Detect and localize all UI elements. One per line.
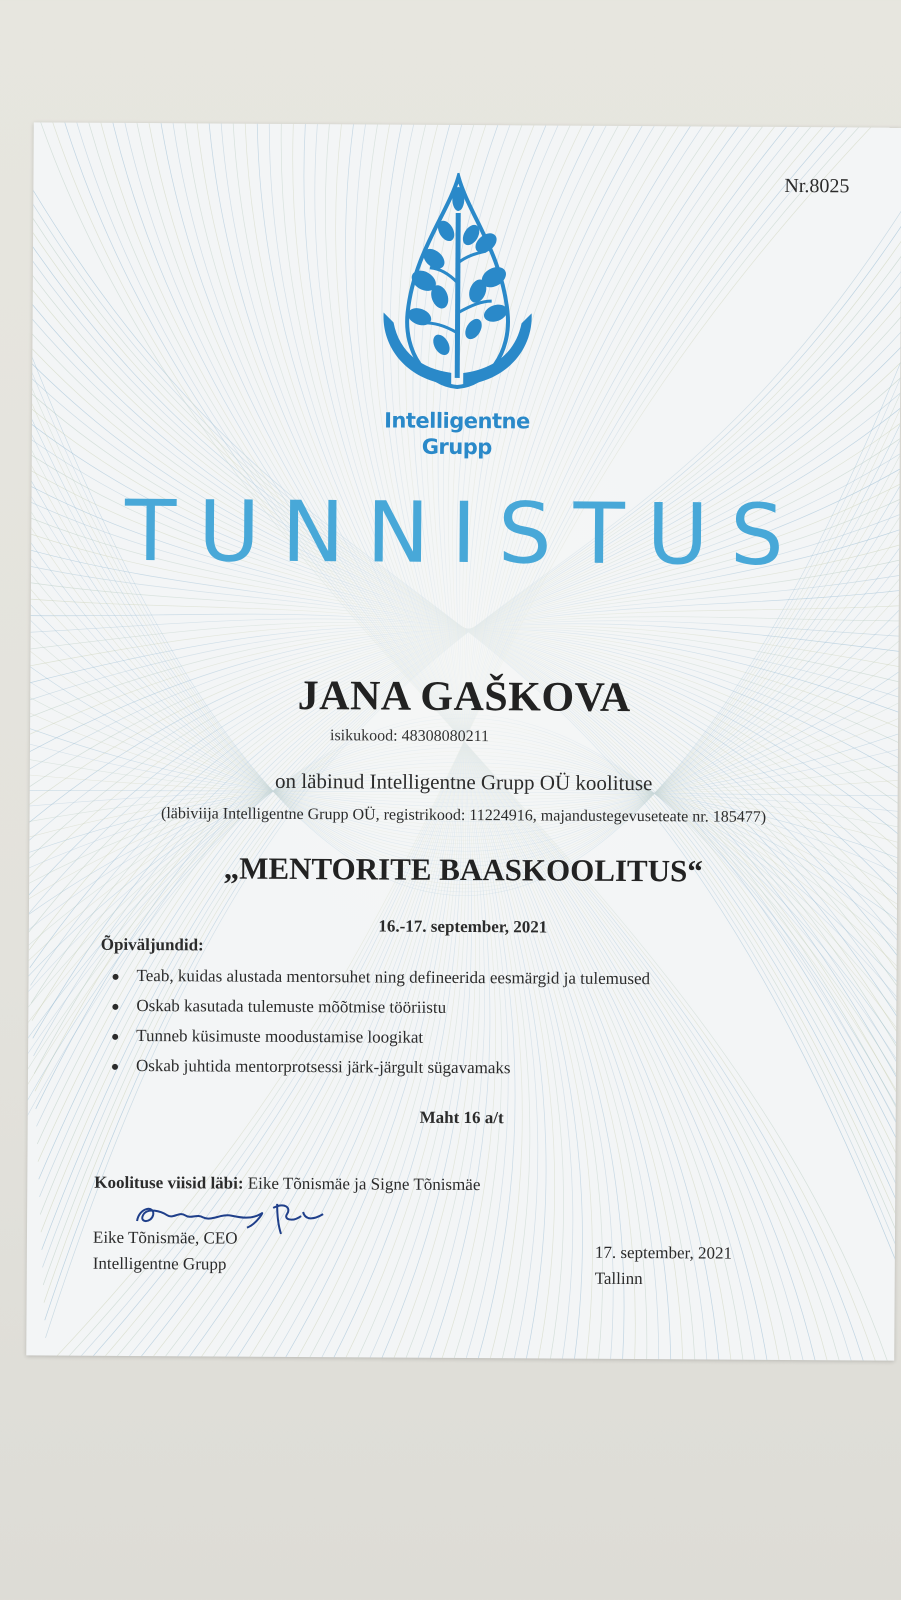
trainers-names: Eike Tõnismäe ja Signe Tõnismäe [247, 1173, 481, 1195]
outcome-item: Oskab juhtida mentorprotsessi järk-järgult sügavamaks [106, 1051, 650, 1084]
course-volume: Maht 16 a/t [419, 1107, 504, 1128]
signature-place: Tallinn [594, 1268, 643, 1289]
certificate-number: Nr.8025 [784, 174, 850, 198]
recipient-name: JANA GAŠKOVA [297, 672, 631, 722]
course-title: „MENTORITE BAASKOOLITUS“ [223, 850, 703, 889]
outcomes-list [106, 961, 650, 1084]
signer-name: Eike Tõnismäe, CEO [92, 1227, 238, 1248]
signer-organization: Intelligentne Grupp [92, 1253, 227, 1274]
recipient-id-code: isikukood: 48308080211 [329, 727, 490, 746]
company-logo [377, 172, 539, 460]
course-dates: 16.-17. september, 2021 [378, 916, 548, 937]
certificate-title: TUNNISTUS [124, 481, 806, 585]
signature-date: 17. september, 2021 [594, 1242, 733, 1263]
logo-text-line2: Grupp [421, 434, 492, 460]
signer-block [93, 1225, 238, 1278]
tree-hands-icon [377, 172, 538, 403]
outcome-item: Teab, kuidas alustada mentorsuhet ning defineerida eesmärgid ja tulemused [106, 961, 650, 994]
provider-details: (läbiviija Intelligentne Grupp OÜ, registrikood: 11224916, majandustegevuseteate nr. 185477) [160, 805, 767, 826]
trainers-line [94, 1173, 480, 1195]
outcome-item: Tunneb küsimuste moodustamise loogikat [106, 1021, 650, 1054]
outcomes-heading: Õpiväljundid: [100, 934, 204, 955]
completion-statement: on läbinud Intelligentne Grupp OÜ koolituse [274, 768, 653, 796]
signature-date-place [595, 1240, 733, 1293]
trainers-label: Koolituse viisid läbi: [94, 1172, 244, 1193]
outcome-item: Oskab kasutada tulemuste mõõtmise tööriistu [106, 991, 650, 1024]
certificate-paper [26, 122, 901, 1360]
logo-text-line1: Intelligentne [384, 408, 530, 434]
